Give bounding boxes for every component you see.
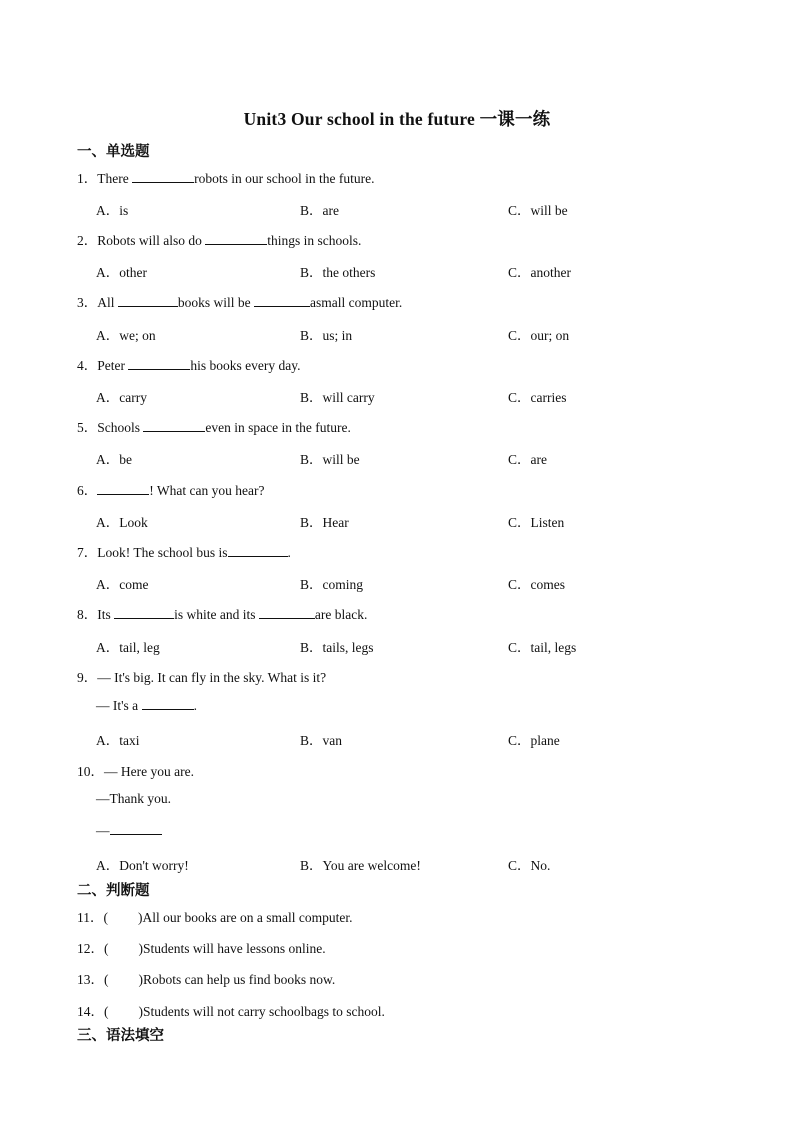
q2-option-b[interactable]: B．the others: [300, 265, 376, 280]
q2-option-c[interactable]: C．another: [508, 265, 571, 280]
question-14: 14．( )Students will not carry schoolbags to school.: [77, 1004, 385, 1019]
answer-blank[interactable]: [128, 357, 190, 370]
q8-option-c[interactable]: C．tail, legs: [508, 640, 577, 655]
q1-option-b[interactable]: B．are: [300, 203, 339, 218]
q5-option-a[interactable]: A．be: [96, 452, 132, 467]
question-7: 7．Look! The school bus is .: [77, 545, 291, 560]
q8-option-a[interactable]: A．tail, leg: [96, 640, 160, 655]
question-1: 1．There robots in our school in the future.: [77, 171, 375, 186]
question-3: 3．All books will be asmall computer.: [77, 295, 403, 310]
q3-option-c[interactable]: C．our; on: [508, 328, 570, 343]
q10-option-c[interactable]: C．No.: [508, 858, 551, 873]
q3-option-a[interactable]: A．we; on: [96, 328, 156, 343]
q9-option-c[interactable]: C．plane: [508, 733, 560, 748]
answer-blank[interactable]: [228, 544, 288, 557]
answer-blank[interactable]: [143, 419, 205, 432]
answer-blank[interactable]: [118, 294, 178, 307]
q9-option-b[interactable]: B．van: [300, 733, 342, 748]
question-5: 5．Schools even in space in the future.: [77, 420, 351, 435]
question-4: 4．Peter his books every day.: [77, 358, 301, 373]
question-11: 11．( )All our books are on a small computer.: [77, 910, 353, 925]
q7-option-c[interactable]: C．comes: [508, 577, 565, 592]
answer-blank[interactable]: [110, 822, 162, 835]
section-heading-single-choice: 一、单选题: [77, 144, 150, 160]
q6-option-a[interactable]: A．Look: [96, 515, 148, 530]
q8-option-b[interactable]: B．tails, legs: [300, 640, 374, 655]
question-12: 12．( )Students will have lessons online.: [77, 941, 326, 956]
question-10-line-2: —Thank you.: [96, 791, 171, 806]
q7-option-a[interactable]: A．come: [96, 577, 149, 592]
question-2: 2．Robots will also do things in schools.: [77, 233, 362, 248]
answer-blank[interactable]: [142, 697, 194, 710]
answer-blank[interactable]: [254, 294, 310, 307]
q3-option-b[interactable]: B．us; in: [300, 328, 353, 343]
q2-option-a[interactable]: A．other: [96, 265, 147, 280]
q5-option-c[interactable]: C．are: [508, 452, 547, 467]
q1-option-a[interactable]: A．is: [96, 203, 129, 218]
answer-blank[interactable]: [132, 170, 194, 183]
q9-option-a[interactable]: A．taxi: [96, 733, 140, 748]
section-heading-true-false: 二、判断题: [77, 883, 150, 899]
q6-option-c[interactable]: C．Listen: [508, 515, 565, 530]
answer-blank[interactable]: [259, 606, 315, 619]
q5-option-b[interactable]: B．will be: [300, 452, 360, 467]
question-10: 10．— Here you are.: [77, 764, 194, 779]
question-10-line-3: —: [96, 822, 162, 839]
question-6: 6． ! What can you hear?: [77, 483, 265, 498]
answer-blank[interactable]: [97, 482, 149, 495]
question-9: 9．— It's big. It can fly in the sky. What is it?: [77, 670, 327, 685]
q6-option-b[interactable]: B．Hear: [300, 515, 349, 530]
answer-blank[interactable]: [205, 232, 267, 245]
q4-option-a[interactable]: A．carry: [96, 390, 147, 405]
q4-option-c[interactable]: C．carries: [508, 390, 567, 405]
question-8: 8．Its is white and its are black.: [77, 607, 368, 622]
q4-option-b[interactable]: B．will carry: [300, 390, 375, 405]
q10-option-a[interactable]: A．Don't worry!: [96, 858, 189, 873]
page-title: Unit3 Our school in the future 一课一练: [243, 109, 551, 129]
q7-option-b[interactable]: B．coming: [300, 577, 363, 592]
question-9-line-2: — It's a .: [96, 698, 197, 713]
question-13: 13．( )Robots can help us find books now.: [77, 972, 336, 987]
q10-option-b[interactable]: B．You are welcome!: [300, 858, 421, 873]
section-heading-grammar-fill: 三、语法填空: [77, 1028, 164, 1044]
answer-blank[interactable]: [114, 606, 174, 619]
q1-option-c[interactable]: C．will be: [508, 203, 568, 218]
